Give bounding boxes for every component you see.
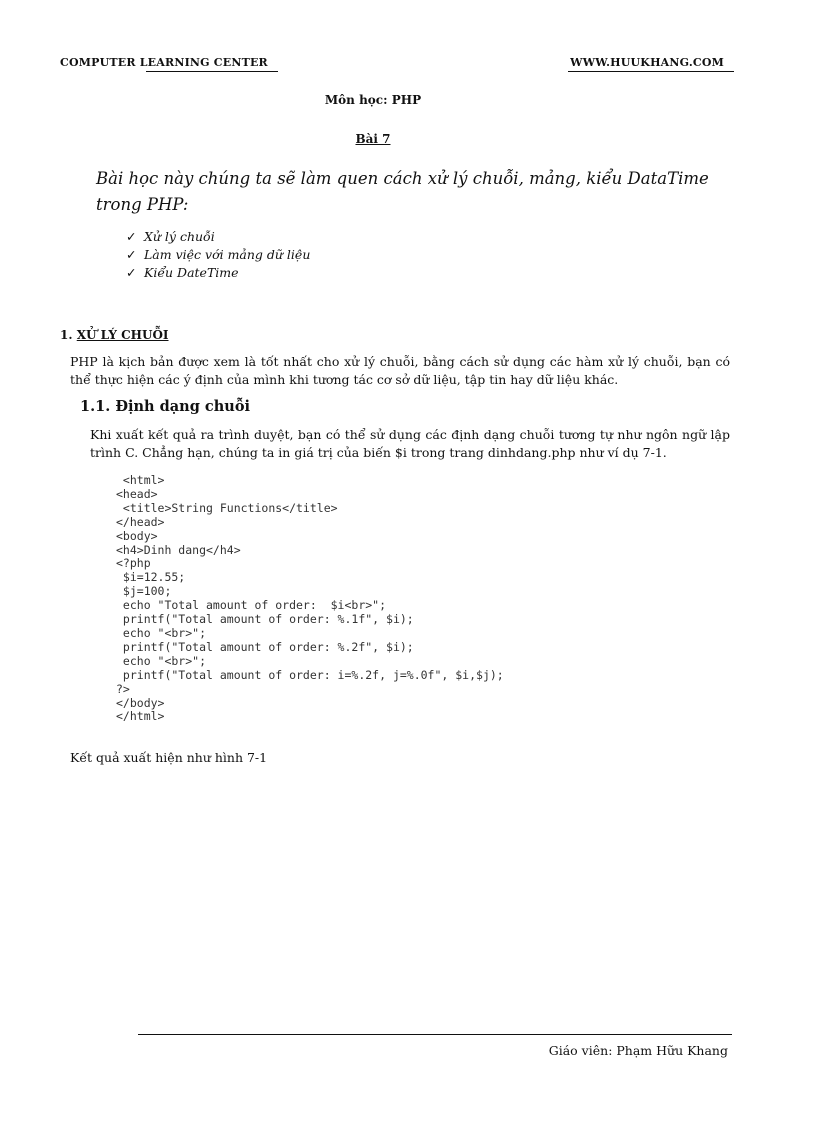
checkmark-icon: ✓ (126, 265, 137, 280)
footer-rule (138, 1034, 732, 1035)
code-line: ?> (116, 681, 130, 696)
section-1-title: XỬ LÝ CHUỖI (76, 328, 169, 342)
code-line: printf("Total amount of order: %.2f", $i); (116, 639, 414, 654)
code-line: <head> (116, 486, 158, 501)
code-block (116, 474, 504, 724)
checkmark-icon: ✓ (126, 247, 137, 262)
section-1-number: 1. (60, 328, 73, 342)
checkmark-icon: ✓ (126, 229, 137, 244)
objectives-list (126, 228, 310, 282)
code-line: echo "<br>"; (116, 625, 207, 640)
list-item-label: Làm việc với mảng dữ liệu (144, 247, 311, 262)
code-line: echo "Total amount of order: $i<br>"; (116, 598, 387, 613)
result-text: Kết quả xuất hiện như hình 7-1 (70, 750, 268, 765)
list-item-label: Xử lý chuỗi (144, 229, 215, 244)
section-1-heading (60, 328, 169, 342)
lesson-title: Bài 7 (355, 132, 391, 146)
section-1-1-heading: 1.1. Định dạng chuỗi (80, 398, 250, 415)
code-line: </body> (116, 695, 165, 710)
header-right-rule (568, 71, 734, 72)
intro-text: Bài học này chúng ta sẽ làm quen cách xử lý chuỗi, mảng, kiểu DataTime trong PHP: (96, 169, 709, 214)
code-line: </html> (116, 709, 165, 724)
code-line: <h4>Dinh dang</h4> (116, 542, 241, 557)
code-line: printf("Total amount of order: %.1f", $i); (116, 612, 414, 627)
header-left-rule (146, 71, 278, 72)
list-item (126, 264, 310, 282)
footer-teacher: Giáo viên: Phạm Hữu Khang (548, 1043, 728, 1058)
code-line: <html> (116, 473, 165, 487)
section-1-1-paragraph: Khi xuất kết quả ra trình duyệt, bạn có thể sử dụng các định dạng chuỗi tương tự như ngôn ngữ lập trình C. Chẳng hạn, chúng ta in giá trị của biến $i trong trang dinhdang.php như ví dụ 7-1. (90, 427, 730, 460)
code-line: $j=100; (116, 584, 172, 599)
section-1-paragraph: PHP là kịch bản được xem là tốt nhất cho xử lý chuỗi, bằng cách sử dụng các hàm xử lý chuỗi, bạn có thể thực hiện các ý định của mình khi tương tác cơ sở dữ liệu, tập tin hay dữ liệu khác. (70, 354, 730, 387)
list-item-label: Kiểu DateTime (144, 265, 239, 280)
code-line: <body> (116, 528, 158, 543)
code-line: $i=12.55; (116, 570, 186, 585)
subject-title: Môn học: PHP (324, 93, 422, 107)
list-item (126, 228, 310, 246)
header-left-title: COMPUTER LEARNING CENTER (60, 56, 268, 69)
header-website: WWW.HUUKHANG.COM (570, 56, 724, 69)
code-line: printf("Total amount of order: i=%.2f, j=%.0f", $i,$j); (116, 667, 504, 682)
list-item (126, 246, 310, 264)
code-line: <?php (116, 556, 151, 571)
code-line: echo "<br>"; (116, 653, 207, 668)
code-line: <title>String Functions</title> (116, 500, 338, 515)
code-line: </head> (116, 514, 165, 529)
